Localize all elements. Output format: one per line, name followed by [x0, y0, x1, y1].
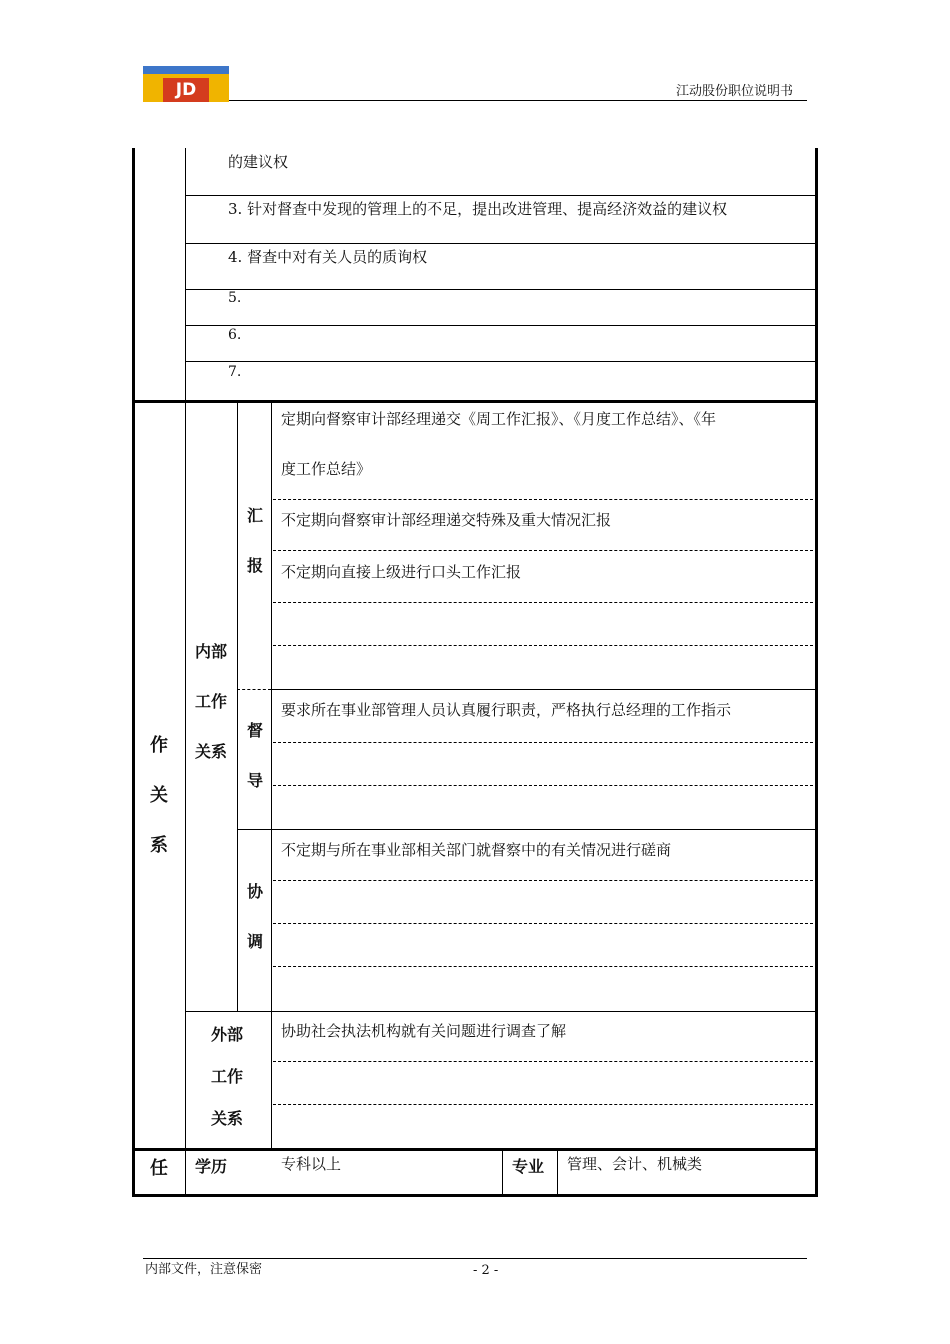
education-value: 专科以上 — [281, 1155, 342, 1173]
right-item-7: 7. — [228, 364, 242, 380]
report-item-3: 不定期向直接上级进行口头工作汇报 — [281, 563, 522, 581]
supervise-item-1: 要求所在事业部管理人员认真履行职责，严格执行总经理的工作指示 — [281, 701, 732, 719]
right-item-6: 6. — [228, 327, 242, 343]
report-item-2: 不定期向督察审计部经理递交特殊及重大情况汇报 — [281, 511, 612, 529]
footer-rule — [143, 1258, 807, 1259]
right-item-4: 4. 督查中对有关人员的质询权 — [228, 248, 428, 266]
company-logo — [143, 66, 229, 102]
logo-text: JD — [175, 80, 197, 100]
education-label: 学历 — [195, 1157, 228, 1176]
footer-note: 内部文件，注意保密 — [145, 1262, 263, 1277]
report-item-1-continuation: 度工作总结》 — [281, 460, 372, 478]
major-label: 专业 — [512, 1157, 545, 1176]
major-value: 管理、会计、机械类 — [567, 1155, 703, 1173]
right-item-continuation: 的建议权 — [228, 153, 289, 171]
right-item-3: 3. 针对督查中发现的管理上的不足，提出改进管理、提高经济效益的建议权 — [228, 200, 728, 218]
doc-title: 江动股份职位说明书 — [676, 84, 794, 99]
coordinate-item-1: 不定期与所在事业部相关部门就督察中的有关情况进行磋商 — [281, 841, 672, 859]
report-item-1: 定期向督察审计部经理递交《周工作汇报》、《月度工作总结》、《年 — [281, 410, 717, 428]
section-label-qualification: 任 — [150, 1158, 168, 1179]
header-rule — [229, 100, 807, 101]
page-number: - 2 - — [473, 1263, 499, 1278]
right-item-5: 5. — [228, 290, 242, 306]
external-item-1: 协助社会执法机构就有关问题进行调查了解 — [281, 1022, 567, 1040]
